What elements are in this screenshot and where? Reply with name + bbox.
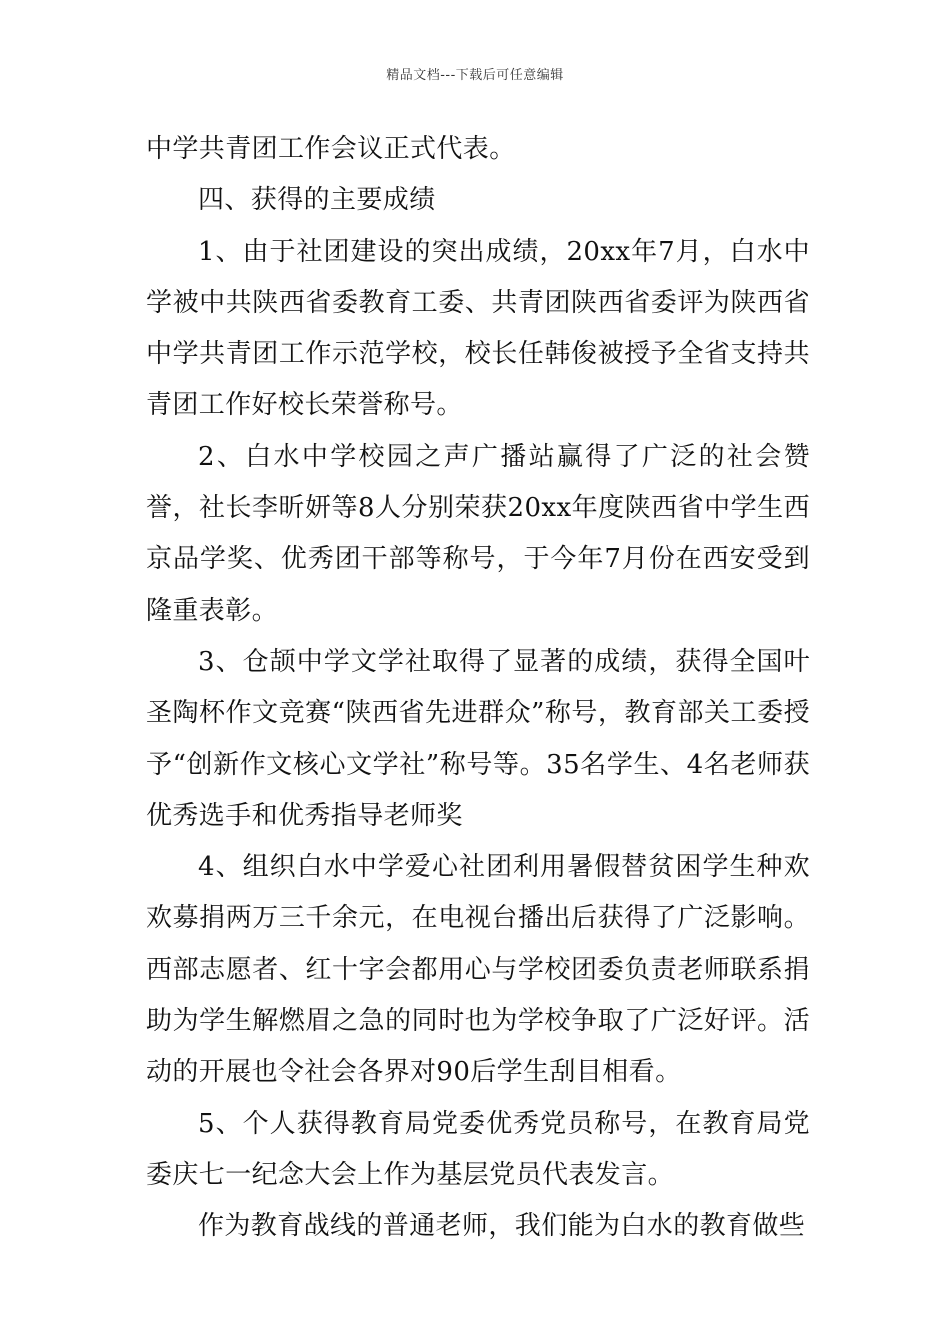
achievement-item-5: 5、个人获得教育局党委优秀党员称号，在教育局党委庆七一纪念大会上作为基层党员代表发言。 [146, 1108, 810, 1190]
achievement-item-1: 1、由于社团建设的突出成绩，20xx年7月，白水中学被中共陕西省委教育工委、共青团陕西省委评为陕西省中学共青团工作示范学校，校长任韩俊被授予全省支持共青团工作好校长荣誉称号。 [146, 236, 810, 421]
achievement-item-4: 4、组织白水中学爱心社团利用暑假替贫困学生种欢欢募捐两万三千余元，在电视台播出后获得了广泛影响。西部志愿者、红十字会都用心与学校团委负责老师联系捐助为学生解燃眉之急的同时也为学校争取了广泛好评。活动的开展也令社会各界对90后学生刮目相看。 [146, 852, 810, 1088]
page-header: 精品文档---下载后可任意编辑 [386, 68, 564, 83]
document-body [146, 124, 810, 1253]
closing-paragraph: 作为教育战线的普通老师，我们能为白水的教育做些 [198, 1211, 806, 1242]
section-heading: 四、获得的主要成绩 [198, 185, 436, 216]
achievement-item-2: 2、白水中学校园之声广播站赢得了广泛的社会赞誉，社长李昕妍等8人分别荣获20xx年度陕西省中学生西京品学奖、优秀团干部等称号，于今年7月份在西安受到隆重表彰。 [146, 441, 810, 626]
achievement-item-3: 3、仓颉中学文学社取得了显著的成绩，获得全国叶圣陶杯作文竞赛“陕西省先进群众”称号，教育部关工委授予“创新作文核心文学社”称号等。35名学生、4名老师获优秀选手和优秀指导老师奖 [146, 646, 810, 831]
paragraph-continuation: 中学共青团工作会议正式代表。 [146, 134, 516, 164]
